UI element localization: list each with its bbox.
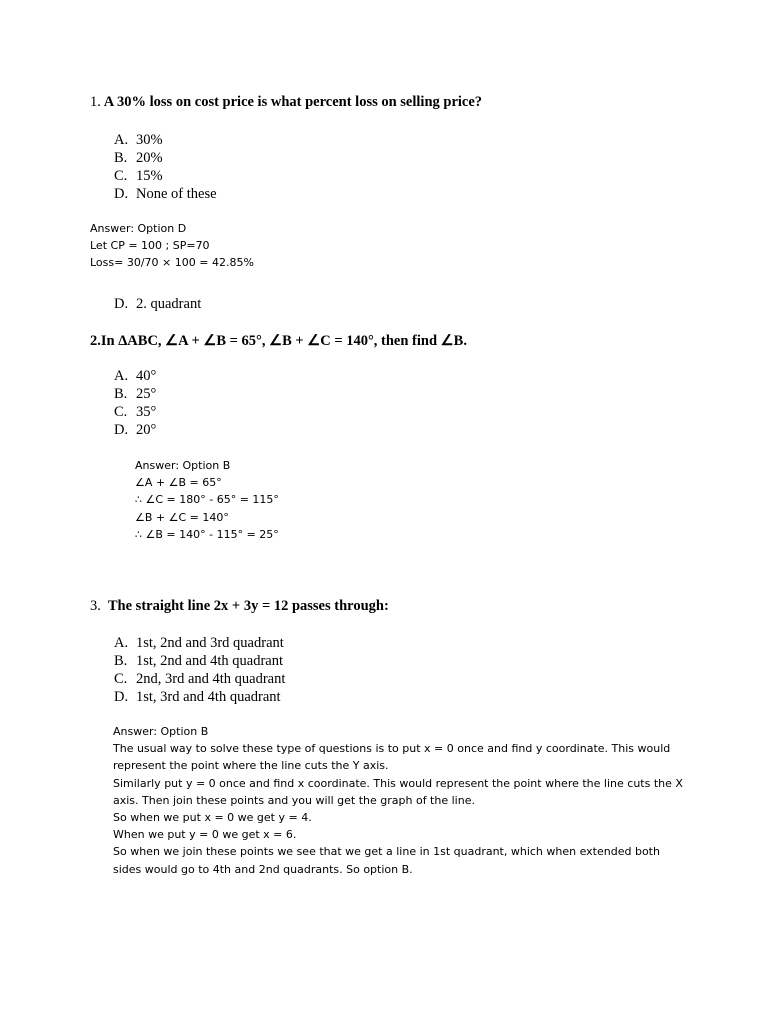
option-letter: C. <box>114 404 128 420</box>
answer-line: Answer: Option B <box>113 725 209 738</box>
question-3-answer <box>113 723 683 878</box>
option-text: 25° <box>136 386 157 402</box>
question-1-option-a <box>114 131 217 149</box>
question-2-option-a <box>114 367 156 385</box>
option-letter: A. <box>114 635 129 651</box>
question-3-option-a <box>114 634 285 652</box>
answer-line: So when we put x = 0 we get y = 4. <box>113 811 312 825</box>
answer-line: ∠B + ∠C = 140° <box>135 510 229 524</box>
option-letter: D. <box>114 296 129 312</box>
option-text: 20% <box>136 150 163 166</box>
question-1-option-d <box>114 185 217 203</box>
question-3-option-d <box>114 688 285 706</box>
question-2-option-b <box>114 385 156 403</box>
option-text: 40° <box>136 368 157 384</box>
option-text: 2. quadrant <box>136 296 202 312</box>
option-text: 1st, 2nd and 4th quadrant <box>136 653 283 669</box>
question-1-answer <box>90 220 254 272</box>
option-letter: B. <box>114 150 128 166</box>
question-1-options <box>114 131 217 203</box>
question-1-text: A 30% loss on cost price is what percent loss on selling price? <box>103 94 483 110</box>
answer-line: ∴ ∠C = 180° - 65° = 115° <box>135 493 279 507</box>
question-1-heading <box>90 94 482 111</box>
option-letter: B. <box>114 386 128 402</box>
option-letter: D. <box>114 689 129 705</box>
answer-line: Loss= 30/70 × 100 = 42.85% <box>90 256 254 270</box>
question-3-option-c <box>114 670 285 688</box>
question-2-options <box>114 367 156 439</box>
question-3-option-b <box>114 652 285 670</box>
question-3-heading <box>90 598 389 615</box>
answer-line: When we put y = 0 we get x = 6. <box>113 828 297 842</box>
option-letter: D. <box>114 186 129 202</box>
answer-line: The usual way to solve these type of questions is to put x = 0 once and find y coordinate. This would represent the point where the line cuts the Y axis. <box>113 742 671 773</box>
option-letter: B. <box>114 653 128 669</box>
option-text: 15% <box>136 168 163 184</box>
option-text: 20° <box>136 422 157 438</box>
option-letter: A. <box>114 368 129 384</box>
answer-line: Answer: Option D <box>90 222 187 235</box>
question-2-option-c <box>114 403 156 421</box>
question-1-option-d-extra <box>114 295 201 313</box>
answer-line: So when we join these points we see that we get a line in 1st quadrant, which when extended both sides would go to 4th and 2nd quadrants. So option B. <box>113 845 660 876</box>
option-letter: D. <box>114 422 129 438</box>
question-1-number: 1. <box>90 94 101 110</box>
question-2-option-d <box>114 421 156 439</box>
option-text: 30% <box>136 132 163 148</box>
question-2-heading <box>90 333 467 350</box>
question-1-extra-option <box>114 295 201 313</box>
option-text: 2nd, 3rd and 4th quadrant <box>136 671 286 687</box>
answer-line: ∴ ∠B = 140° - 115° = 25° <box>135 527 279 541</box>
question-2-answer <box>135 457 279 543</box>
answer-line: Let CP = 100 ; SP=70 <box>90 239 210 253</box>
answer-line: Similarly put y = 0 once and find x coordinate. This would represent the point where the line cuts the X axis. Then join these points and you will get the graph of the line. <box>113 776 683 807</box>
option-letter: C. <box>114 671 128 687</box>
question-3-number: 3. <box>90 598 101 614</box>
question-3-options <box>114 634 285 706</box>
option-text: 1st, 2nd and 3rd quadrant <box>136 635 284 651</box>
option-text: 1st, 3rd and 4th quadrant <box>136 689 281 705</box>
answer-line: Answer: Option B <box>135 459 231 472</box>
option-letter: A. <box>114 132 129 148</box>
option-letter: C. <box>114 168 128 184</box>
question-2-number: 2. <box>90 333 101 349</box>
question-1-option-b <box>114 149 217 167</box>
question-1-option-c <box>114 167 217 185</box>
question-2-text: In ΔABC, ∠A + ∠B = 65°, ∠B + ∠C = 140°, then find ∠B. <box>100 333 467 349</box>
option-text: None of these <box>136 186 217 202</box>
answer-line: ∠A + ∠B = 65° <box>135 476 222 490</box>
question-3-text: The straight line 2x + 3y = 12 passes through: <box>107 598 389 614</box>
option-text: 35° <box>136 404 157 420</box>
